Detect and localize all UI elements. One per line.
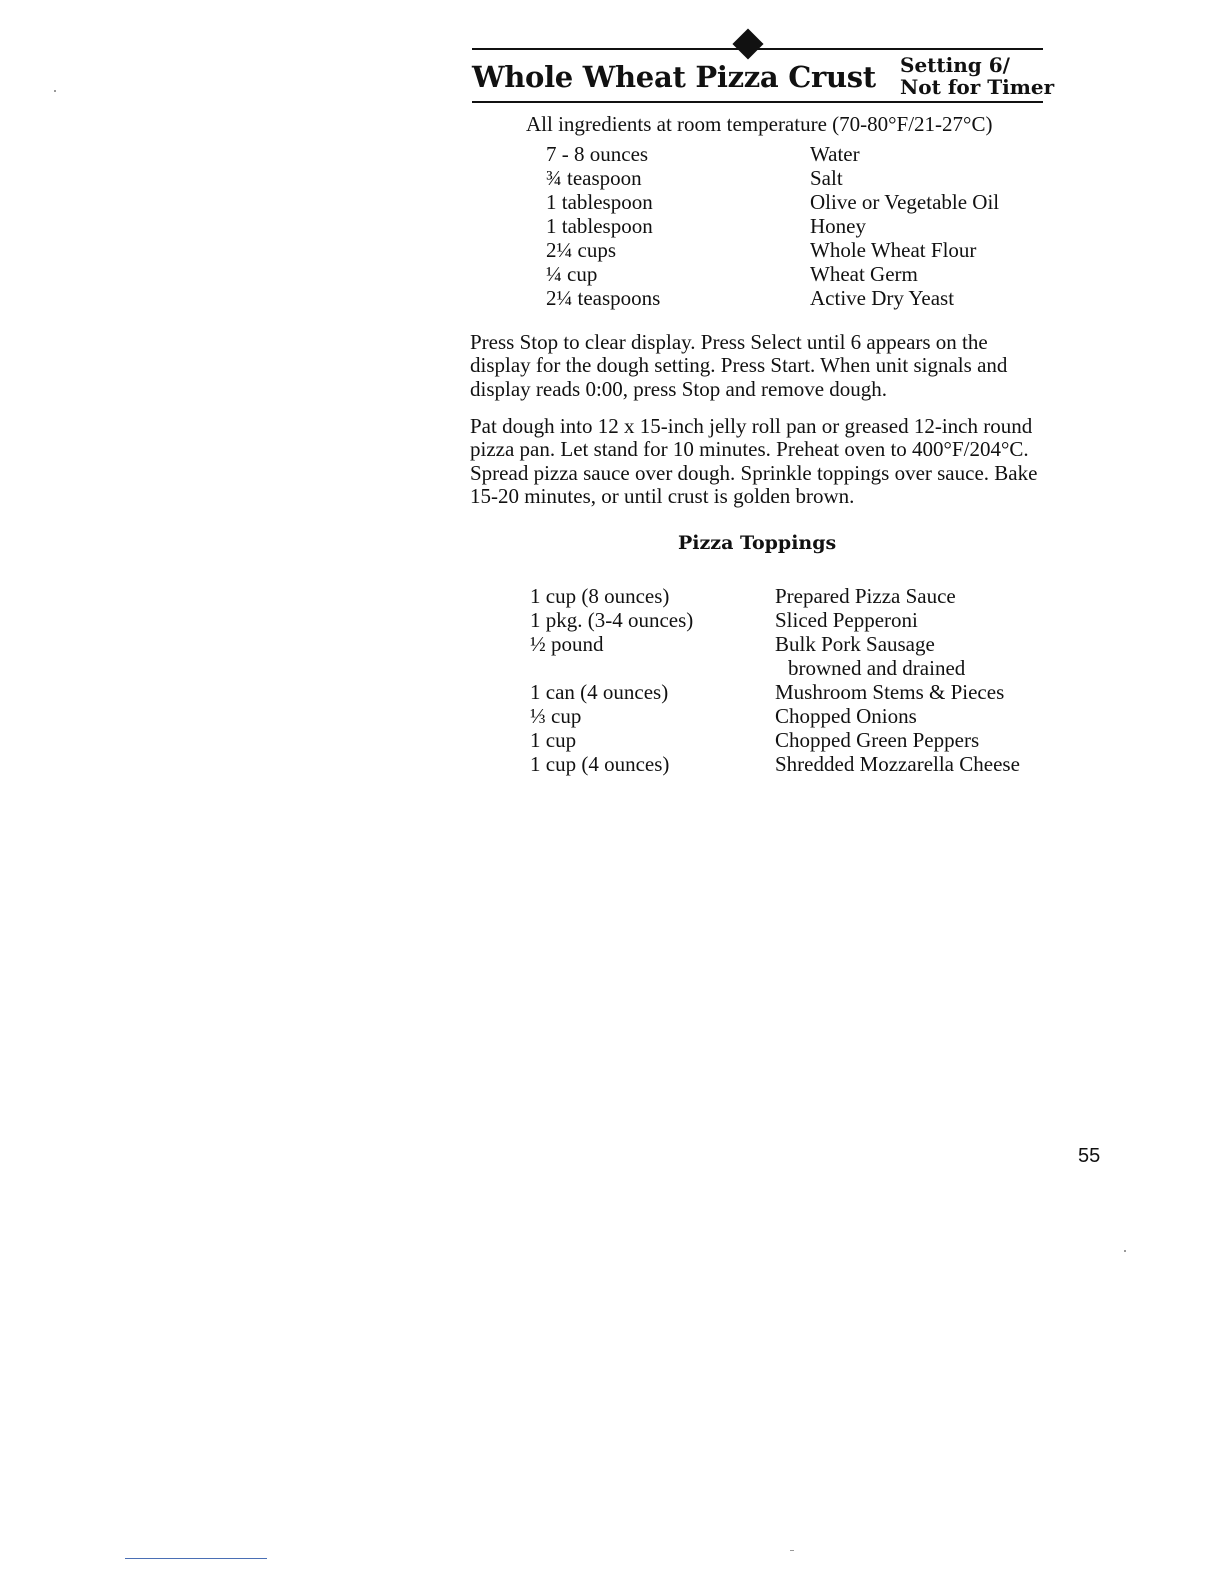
diamond-ornament-icon bbox=[732, 28, 763, 59]
topping-item: Chopped Onions bbox=[775, 704, 917, 728]
ingredient-amount: 2¼ cups bbox=[546, 238, 616, 262]
topping-amount: 1 cup (8 ounces) bbox=[530, 584, 670, 608]
page-number: 55 bbox=[1078, 1145, 1101, 1167]
ingredient-amount: 1 tablespoon bbox=[546, 190, 653, 214]
ingredient-item: Honey bbox=[810, 214, 866, 238]
ingredient-item: Active Dry Yeast bbox=[810, 286, 955, 310]
scan-speck bbox=[790, 1550, 794, 1551]
header-bottom-rule bbox=[472, 101, 1043, 103]
topping-item: Chopped Green Peppers bbox=[775, 728, 980, 752]
ingredient-amount: 2¼ teaspoons bbox=[546, 286, 661, 310]
ingredient-amount: 1 tablespoon bbox=[546, 214, 653, 238]
topping-amount: 1 cup (4 ounces) bbox=[530, 752, 670, 776]
topping-amount: ⅓ cup bbox=[530, 704, 582, 728]
topping-amount: ½ pound bbox=[530, 632, 604, 656]
scan-speck bbox=[54, 90, 56, 92]
ingredient-amount: ¾ teaspoon bbox=[546, 166, 642, 190]
footer-rule bbox=[125, 1558, 267, 1559]
scan-speck bbox=[1124, 1250, 1126, 1252]
topping-item: Shredded Mozzarella Cheese bbox=[775, 752, 1020, 776]
intro-text: All ingredients at room temperature (70-80°F/21-27°C) bbox=[526, 112, 993, 136]
setting-line-1: Setting 6/ bbox=[900, 53, 1010, 77]
toppings-heading: Pizza Toppings bbox=[678, 532, 837, 554]
instruction-paragraph: Pat dough into 12 x 15-inch jelly roll pan or greased 12-inch round pizza pan. Let stand for 10 minutes. Preheat oven to 400°F/204°C. Spread pizza sauce over dough. Sprinkle toppings over sauce. Bake 15-20 minutes, or until crust is golden brown. bbox=[470, 414, 1038, 508]
ingredient-item: Salt bbox=[810, 166, 843, 190]
topping-amount: 1 cup bbox=[530, 728, 577, 752]
ingredient-item: Whole Wheat Flour bbox=[810, 238, 977, 262]
topping-amount: 1 pkg. (3-4 ounces) bbox=[530, 608, 694, 632]
ingredient-amount: ¼ cup bbox=[546, 262, 598, 286]
topping-item-continued: browned and drained bbox=[788, 656, 966, 680]
ingredient-item: Water bbox=[810, 142, 860, 166]
ingredient-item: Olive or Vegetable Oil bbox=[810, 190, 1000, 214]
ingredient-amount: 7 - 8 ounces bbox=[546, 142, 649, 166]
topping-item: Bulk Pork Sausage bbox=[775, 632, 935, 656]
instruction-paragraph: Press Stop to clear display. Press Select until 6 appears on the display for the dough setting. Press Start. When unit signals and display reads 0:00, press Stop and remove dough. bbox=[470, 330, 1008, 401]
recipe-title: Whole Wheat Pizza Crust bbox=[472, 60, 876, 94]
ingredient-item: Wheat Germ bbox=[810, 262, 918, 286]
topping-item: Sliced Pepperoni bbox=[775, 608, 918, 632]
topping-amount: 1 can (4 ounces) bbox=[530, 680, 669, 704]
setting-label bbox=[900, 54, 1054, 98]
setting-line-2: Not for Timer bbox=[900, 75, 1055, 99]
topping-item: Mushroom Stems & Pieces bbox=[775, 680, 1005, 704]
topping-item: Prepared Pizza Sauce bbox=[775, 584, 956, 608]
